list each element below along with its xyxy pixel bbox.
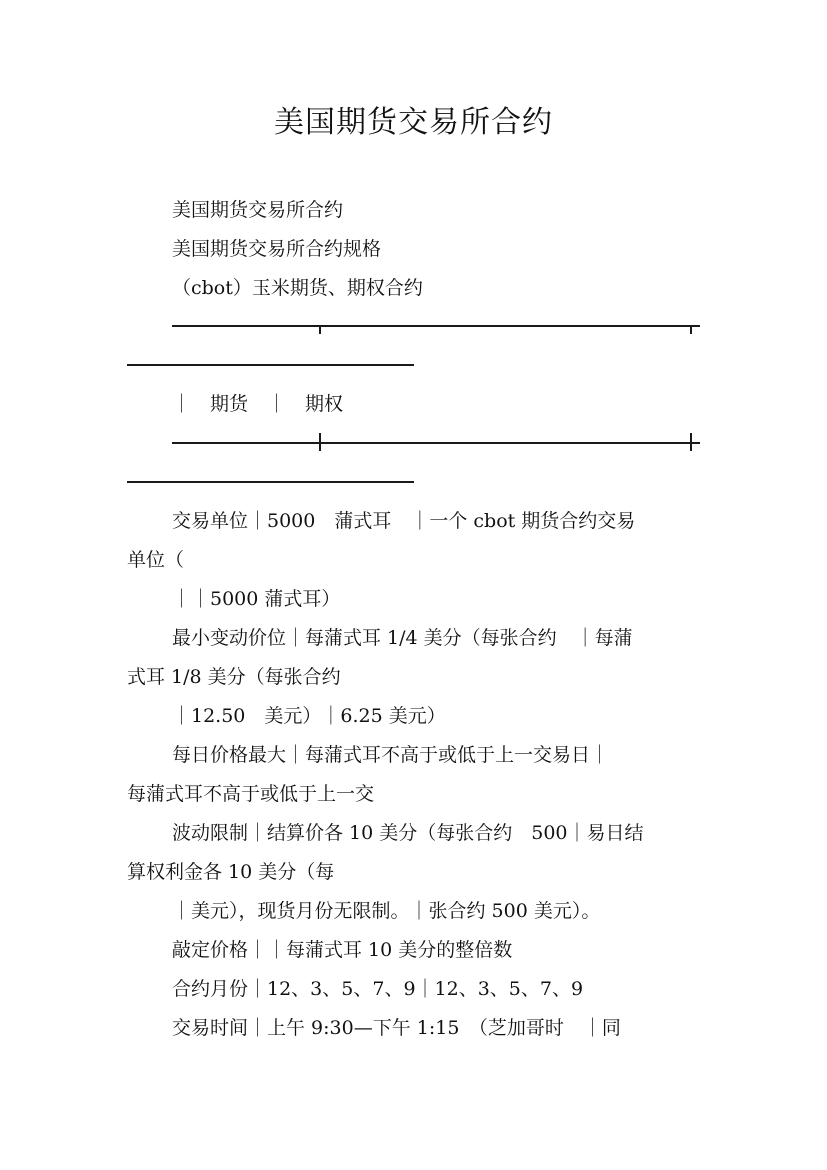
table-row-line: 算权利金各 10 美分（每 [127, 861, 335, 883]
table-rule-middle-continued [127, 481, 414, 483]
paragraph-line: （cbot）玉米期货、期权合约 [172, 277, 423, 299]
table-row-line: 交易单位｜5000 蒲式耳 ｜一个 cbot 期货合约交易 [172, 510, 636, 532]
table-rule-middle [172, 442, 700, 444]
table-row-line: ｜｜5000 蒲式耳） [172, 588, 341, 610]
table-header-line: ｜ 期货 ｜ 期权 [172, 393, 344, 415]
table-row-line: ｜12.50 美元）｜6.25 美元） [172, 705, 446, 727]
table-row-line: 交易时间｜上午 9:30—下午 1:15 （芝加哥时 ｜同 [172, 1017, 621, 1039]
table-row-line: 每日价格最大｜每蒲式耳不高于或低于上一交易日｜ [172, 744, 610, 766]
table-rule-cross [690, 433, 692, 451]
table-rule-top-continued [127, 364, 414, 366]
paragraph-line: 美国期货交易所合约 [172, 199, 344, 221]
table-row-line: 式耳 1/8 美分（每张合约 [127, 666, 341, 688]
document-title: 美国期货交易所合约 [274, 105, 553, 140]
table-row-line: 最小变动价位｜每蒲式耳 1/4 美分（每张合约 ｜每蒲 [172, 627, 633, 649]
table-rule-tick [319, 325, 321, 334]
table-row-line: 敲定价格｜｜每蒲式耳 10 美分的整倍数 [172, 939, 513, 961]
table-row-line: 每蒲式耳不高于或低于上一交 [127, 783, 375, 805]
table-rule-cross [319, 433, 321, 451]
table-row-line: 单位（ [127, 549, 185, 571]
table-row-line: 合约月份｜12、3、5、7、9｜12、3、5、7、9 [172, 978, 584, 1000]
table-row-line: 波动限制｜结算价各 10 美分（每张合约 500｜易日结 [172, 822, 644, 844]
table-row-line: ｜美元），现货月份无限制。｜张合约 500 美元）。 [172, 900, 601, 922]
table-rule-top [172, 325, 700, 327]
table-rule-tick [690, 325, 692, 334]
paragraph-line: 美国期货交易所合约规格 [172, 238, 382, 260]
